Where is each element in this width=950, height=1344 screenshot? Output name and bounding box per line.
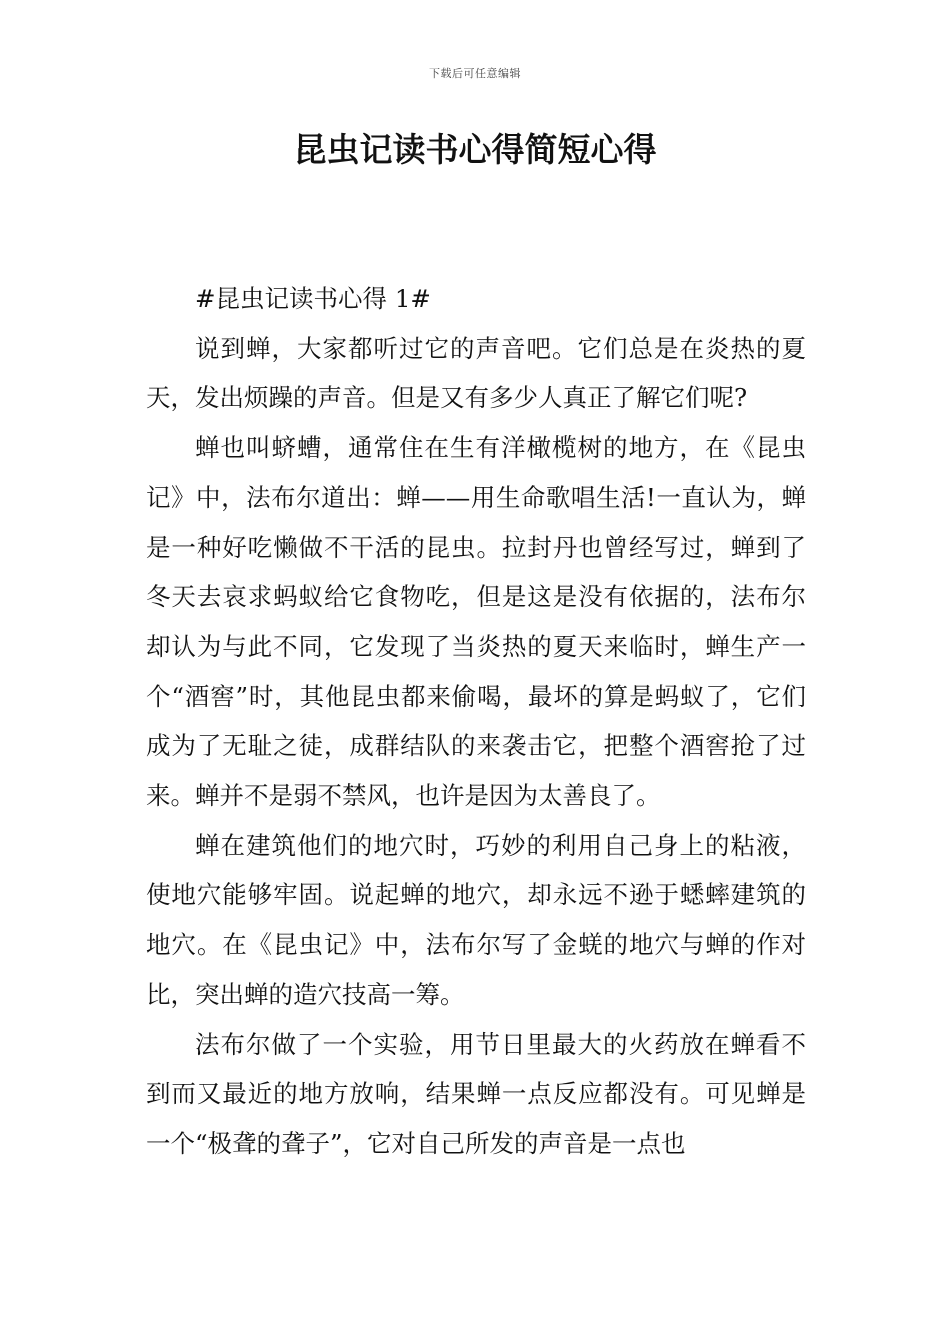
- document-body: [146, 274, 806, 1169]
- body-paragraph: 法布尔做了一个实验，用节日里最大的火药放在蝉看不到而又最近的地方放响，结果蝉一点反应都没有。可见蝉是一个“极聋的聋子”，它对自己所发的声音是一点也: [146, 1029, 806, 1158]
- body-paragraph: 说到蝉，大家都听过它的声音吧。它们总是在炎热的夏天，发出烦躁的声音。但是又有多少人真正了解它们呢?: [146, 333, 806, 413]
- document-title: 昆虫记读书心得简短心得: [293, 130, 657, 169]
- header-note: 下载后可任意编辑: [429, 67, 521, 80]
- body-paragraph: 蝉在建筑他们的地穴时，巧妙的利用自己身上的粘液，使地穴能够牢固。说起蝉的地穴，却永远不逊于蟋蟀建筑的地穴。在《昆虫记》中，法布尔写了金蜣的地穴与蝉的作对比，突出蝉的造穴技高一筹。: [146, 830, 806, 1009]
- section-heading: #昆虫记读书心得 1#: [195, 284, 431, 313]
- body-paragraph: 蝉也叫蛴螬，通常住在生有洋橄榄树的地方，在《昆虫记》中，法布尔道出：蝉——用生命歌唱生活!一直认为，蝉是一种好吃懒做不干活的昆虫。拉封丹也曾经写过，蝉到了冬天去哀求蚂蚁给它食物吃，但是这是没有依据的，法布尔却认为与此不同，它发现了当炎热的夏天来临时，蝉生产一个“酒窖”时，其他昆虫都来偷喝，最坏的算是蚂蚁了，它们成为了无耻之徒，成群结队的来袭击它，把整个酒窖抢了过来。蝉并不是弱不禁风，也许是因为太善良了。: [146, 433, 806, 811]
